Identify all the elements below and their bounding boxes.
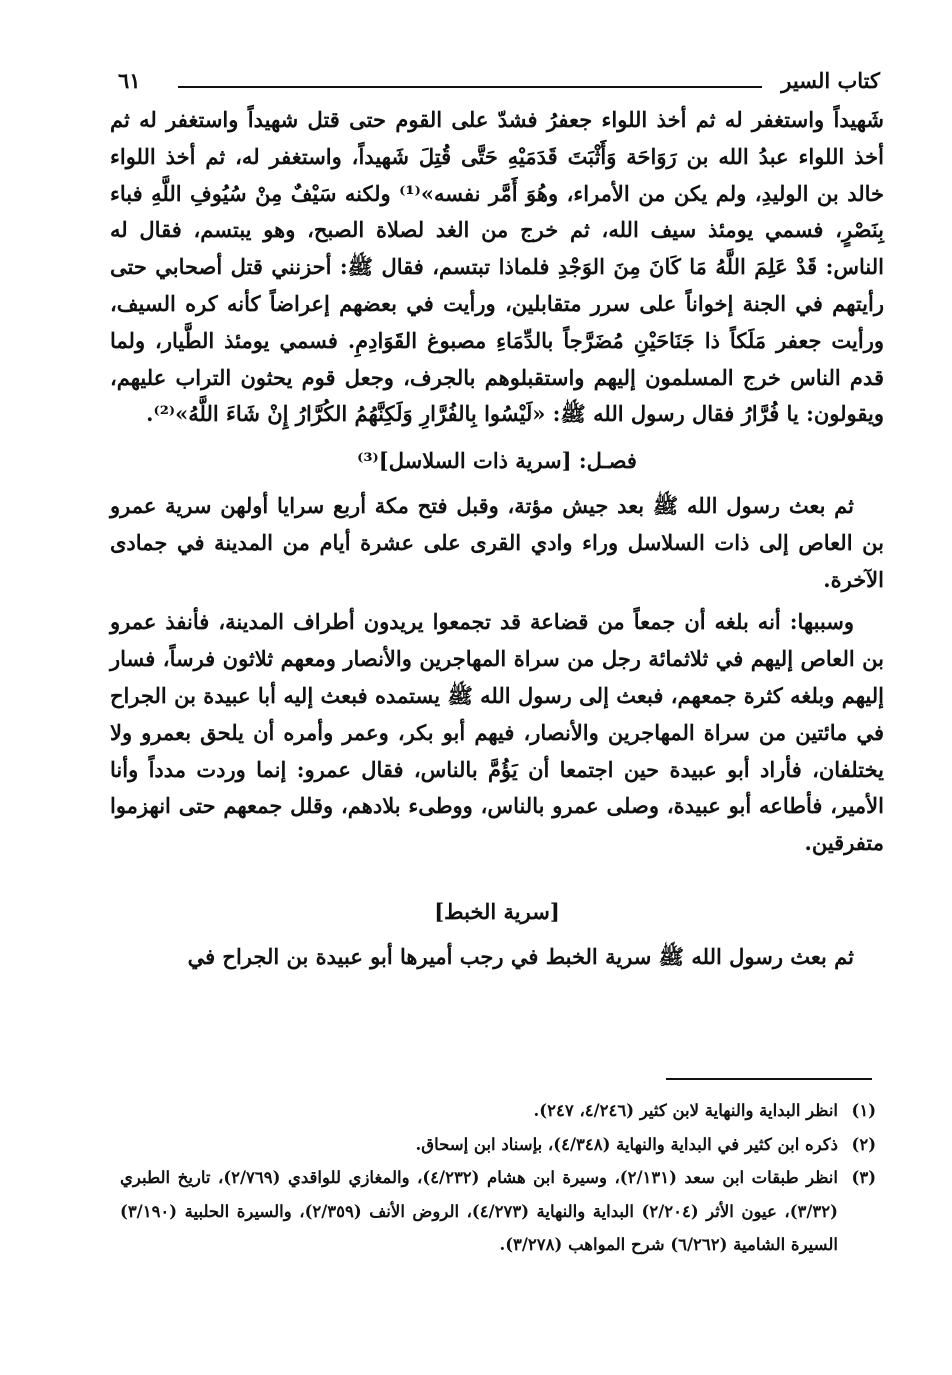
book-title: كتاب السير — [781, 68, 880, 93]
page-header — [118, 64, 880, 100]
section-heading-dhat-al-salasil — [110, 443, 884, 480]
section-heading-al-khabat: [سرية الخبط] — [434, 898, 560, 924]
footnote-text: ذكره ابن كثير في البداية والنهاية (٤/٣٤٨)، بإسناد ابن إسحاق. — [415, 1134, 838, 1154]
footnote-text: انظر طبقات ابن سعد (٢/١٣١)، وسيرة ابن هشام (٤/٢٣٢)، والمغازي للواقدي (٢/٧٦٩)، تاريخ الطبري (٣/٣٢)، عيون الأثر (٢/٢٠٤) البداية والنهاية (٤/٢٧٣)، الروض الأنف (٢/٣٥٩)، والسيرة الحلبية (٣/١٩٠) السيرة الشامية (٦/٢٦٢) شرح المواهب (٣/٢٧٨). — [120, 1168, 838, 1254]
paragraph-4: ثم بعث رسول الله ﷺ سرية الخبط في رجب أميرها أبو عبيدة بن الجراح في — [187, 943, 854, 969]
section-title-text: [سرية ذات السلاسل]⁽³⁾ — [357, 448, 579, 474]
footnote-number: (٣) — [851, 1168, 876, 1187]
footnote-number: (١) — [851, 1101, 876, 1120]
footnote-number: (٢) — [851, 1134, 876, 1154]
footnote-separator — [666, 1078, 872, 1080]
section-label: فصـل: — [578, 448, 637, 474]
footnote-2 — [120, 1128, 876, 1162]
paragraph-3: وسببها: أنه بلغه أن جمعاً من قضاعة قد تجمعوا يريدون أطراف المدينة، فأنفذ عمرو بن العاص إليهم في ثلاثمائة رجل من سراة المهاجرين والأنصار ومعهم ثلاثون فرساً، فسار إليهم وبلغه كثرة جمعهم، فبعث إلى رسول الله ﷺ يستمده فبعث إليه أبا عبيدة بن الجراح في مائتين من سراة المهاجرين والأنصار، فيهم أبو بكر، وعمر وأمره أن يلحق بعمرو ولا يختلفان، فأراد أبو عبيدة حين اجتمعا أن يَؤُمَّ بالناس، فقال عمرو: إنما وردت مدداً وأنا الأمير، فأطاعه أبو عبيدة، وصلى عمرو بالناس، ووطىء بلادهم، وقلل جمعهم حتى انهزموا متفرقين. — [110, 609, 884, 856]
main-text — [110, 102, 884, 976]
footnotes — [120, 1094, 876, 1262]
footnote-text: انظر البداية والنهاية لابن كثير (٤/٢٤٦، ٢٤٧). — [533, 1101, 838, 1120]
header-rule — [178, 86, 762, 88]
paragraph-2: ثم بعث رسول الله ﷺ بعد جيش مؤتة، وقبل فتح مكة أربع سرايا أولهن سرية عمرو بن العاص إلى ذات السلاسل وراء وادي القرى على عشرة أيام من المدينة في جمادى الآخرة. — [110, 492, 884, 592]
page-number: ٦١ — [118, 68, 141, 93]
footnote-3 — [120, 1161, 876, 1262]
paragraph-1: شَهيداً واستغفر له ثم أخذ اللواء جعفرُ فشدّ على القوم حتى قتل شهيداً واستغفر له ثم أخذ اللواء عبدُ الله بن رَوَاحَة وَأَثْبَتَ قَدَمَيْهِ حَتَّى قُتِلَ شَهيداً، واستغفر له، ثم أخذ اللواء خالد بن الوليدِ، ولم يكن من الأمراء، وهُوَ أَمَّر نفسه»⁽¹⁾ ولكنه سَيْفٌ مِنْ سُيُوفِ اللَّهِ فباء بِنَصْرٍ، فسمي يومئذ سيف الله، ثم خرج من الغد لصلاة الصبح، وهو يبتسم، فقال له الناس: قَدْ عَلِمَ اللَّهُ مَا كَانَ مِنَ الوَجْدِ فلماذا تبتسم، فقال ﷺ: أحزنني قتل أصحابي حتى رأيتهم في الجنة إخواناً على سرر متقابلين، ورأيت في بعضهم إعراضاً كأنه كره السيف، ورأيت جعفر مَلَكاً ذا جَنَاحَيْنِ مُضَرَّجاً بالدِّمَاءِ مصبوغ القَوَادِمِ. فسمي يومئذ الطَّيار، ولما قدم الناس خرج المسلمون إليهم واستقبلوهم بالجرف، وجعل قوم يحثون التراب عليهم، ويقولون: يا فُرَّارُ فقال رسول الله ﷺ: «لَيْسُوا بِالفُرَّارِ وَلَكِنَّهُمُ الكُرَّارُ إِنْ شَاءَ اللَّهُ»⁽²⁾. — [110, 107, 884, 427]
footnote-1 — [120, 1094, 876, 1128]
